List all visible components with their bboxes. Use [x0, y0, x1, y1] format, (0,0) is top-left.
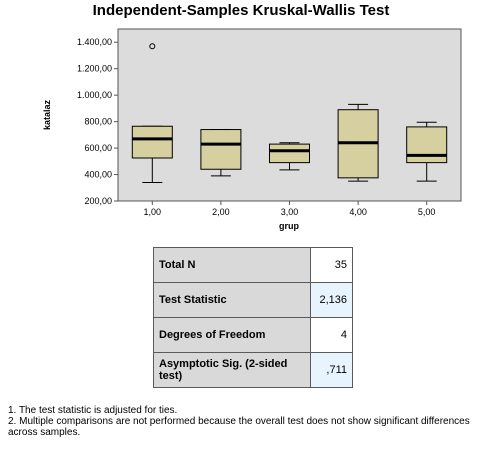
plot-area	[118, 29, 461, 201]
footnote: 2. Multiple comparisons are not performed because the overall test does not show significant differences across samples.	[8, 416, 470, 438]
x-tick-label: 1,00	[143, 207, 162, 217]
row-value: 2,136	[311, 283, 353, 318]
y-tick-label: 200,00	[84, 196, 112, 206]
row-value: ,711	[311, 353, 353, 388]
box	[132, 126, 172, 158]
y-tick-label: 400,00	[84, 169, 112, 180]
box	[407, 127, 447, 163]
x-tick-label: 2,00	[212, 207, 230, 217]
test-summary-table	[153, 247, 353, 388]
y-tick-label: 1.200,00	[76, 63, 112, 74]
y-tick-label: 1.000,00	[76, 90, 112, 101]
row-label: Degrees of Freedom	[154, 318, 311, 353]
y-tick-label: 1.400,00	[76, 37, 112, 48]
x-tick-label: 4,00	[349, 207, 367, 217]
table-row	[154, 353, 353, 388]
row-label: Total N	[154, 248, 311, 283]
box	[201, 130, 241, 170]
y-tick-label: 800,00	[84, 116, 112, 127]
row-label: Asymptotic Sig. (2-sided test)	[154, 353, 311, 388]
x-axis-label: grup	[279, 221, 299, 231]
footnotes	[8, 405, 476, 438]
footnote: 1. The test statistic is adjusted for ties.	[8, 405, 178, 416]
table-row	[154, 283, 353, 318]
row-value: 35	[311, 248, 353, 283]
row-label: Test Statistic	[154, 283, 311, 318]
y-axis-label: katalaz	[42, 99, 52, 131]
y-tick-label: 600,00	[84, 143, 112, 154]
box	[270, 144, 310, 163]
table-row	[154, 248, 353, 283]
chart-title: Independent-Samples Kruskal-Wallis Test	[92, 2, 390, 19]
x-tick-label: 3,00	[280, 207, 299, 217]
table-row	[154, 318, 353, 353]
row-value: 4	[311, 318, 353, 353]
x-tick-label: 5,00	[417, 207, 436, 217]
